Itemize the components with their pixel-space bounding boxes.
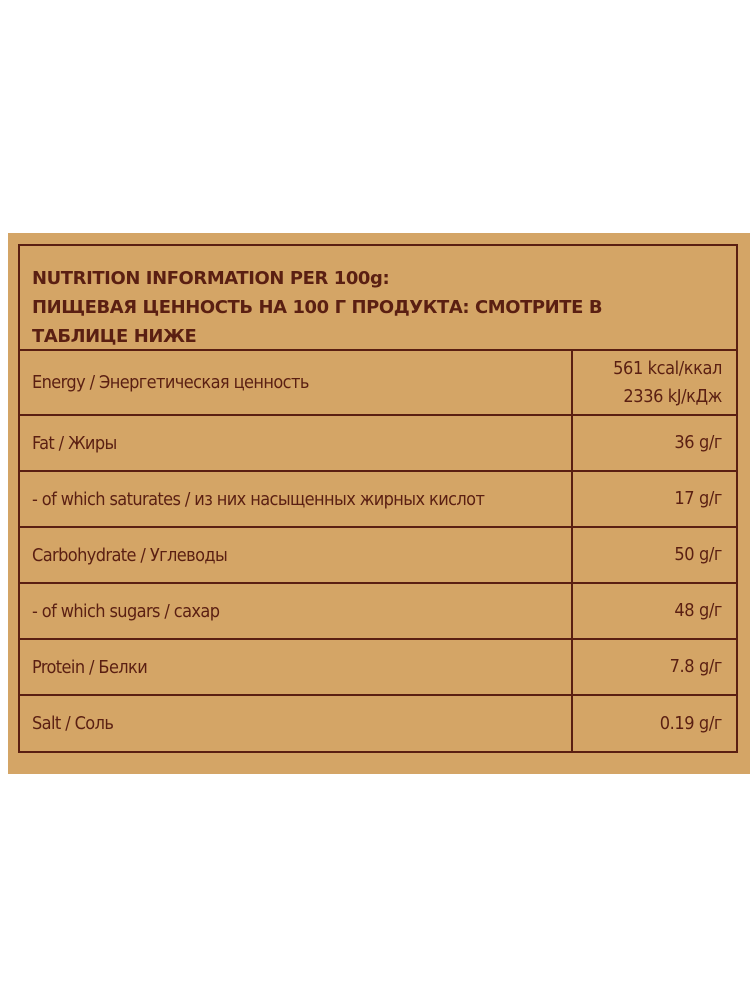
header-line-3: ТАБЛИЦЕ НИЖЕ <box>32 326 197 347</box>
table-row-energy <box>20 351 736 416</box>
sugars-value <box>573 584 736 638</box>
label-text: Fat / Жиры <box>32 432 117 454</box>
label-text: Carbohydrate / Углеводы <box>32 544 228 566</box>
nutrition-table <box>18 244 738 753</box>
carbohydrate-label <box>20 528 573 582</box>
sugars-label <box>20 584 573 638</box>
protein-label <box>20 640 573 694</box>
saturates-value <box>573 472 736 526</box>
carbohydrate-value <box>573 528 736 582</box>
protein-value-text: 7.8 g/г <box>669 656 722 677</box>
table-header <box>20 246 736 351</box>
fat-value <box>573 416 736 470</box>
table-row-fat <box>20 416 736 472</box>
salt-label <box>20 696 573 751</box>
header-line-2: ПИЩЕВАЯ ЦЕННОСТЬ НА 100 Г ПРОДУКТА: СМОТРИТЕ В <box>32 297 603 318</box>
table-row-sugars <box>20 584 736 640</box>
salt-value <box>573 696 736 751</box>
saturates-label <box>20 472 573 526</box>
fat-value-text: 36 g/г <box>674 432 722 453</box>
table-row-carbohydrate <box>20 528 736 584</box>
header-line-1: NUTRITION INFORMATION PER 100g: <box>32 268 390 289</box>
table-row-saturates <box>20 472 736 528</box>
table-row-salt <box>20 696 736 751</box>
label-text: Energy / Энергетическая ценность <box>32 372 309 393</box>
salt-value-text: 0.19 g/г <box>659 712 722 734</box>
label-text: - of which sugars / сахар <box>32 600 220 622</box>
sugars-value-text: 48 g/г <box>674 600 722 621</box>
fat-label <box>20 416 573 470</box>
label-text: - of which saturates / из них насыщенных жирных кислот <box>32 488 485 510</box>
label-text: Protein / Белки <box>32 656 148 678</box>
energy-kcal-value: 561 kcal/ккал <box>613 357 722 379</box>
energy-kj-value: 2336 kJ/кДж <box>623 385 722 407</box>
nutrition-panel <box>8 233 750 774</box>
protein-value <box>573 640 736 694</box>
table-row-protein <box>20 640 736 696</box>
label-text: Salt / Соль <box>32 713 114 734</box>
carbohydrate-value-text: 50 g/г <box>674 544 722 565</box>
energy-value <box>573 351 736 414</box>
saturates-value-text: 17 g/г <box>674 488 722 509</box>
energy-label <box>20 351 573 414</box>
